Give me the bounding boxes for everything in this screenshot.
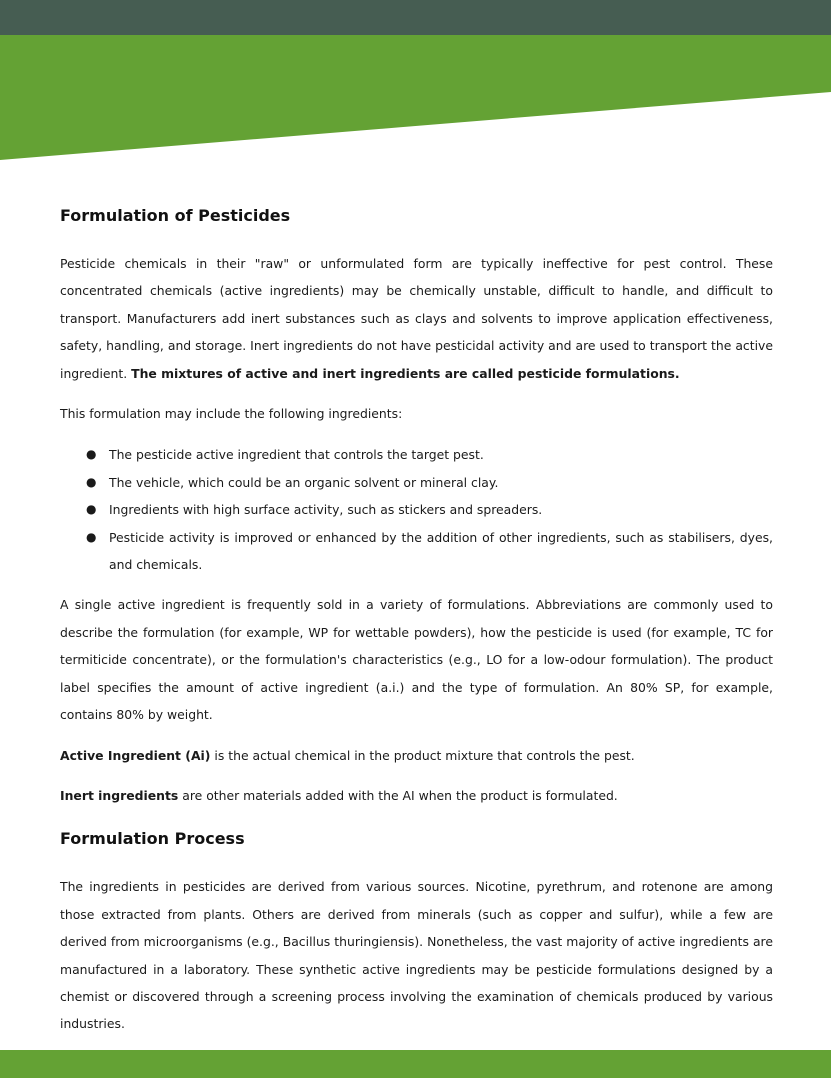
bullet-icon: ● <box>86 529 97 544</box>
ingredient-list <box>60 441 773 578</box>
paragraph-formulations: A single active ingredient is frequently sold in a variety of formulations. Abbreviations are commonly used to describe the formulation (for example, WP for wettable powders), how the pesticide is used (for example, TC for termiticide concentrate), or the formulation's characteristics (e.g., LO for a low-odour formulation). The product label specifies the amount of active ingredient (a.i.) and the type of formulation. An 80% SP, for example, contains 80% by weight. <box>60 597 773 723</box>
definition-term: Active Ingredient (Ai) <box>60 747 211 763</box>
list-item <box>86 524 773 579</box>
list-intro: This formulation may include the following ingredients: <box>60 406 403 422</box>
header-green-band <box>0 34 831 160</box>
heading-formulation-of-pesticides: Formulation of Pesticides <box>60 206 291 225</box>
paragraph-formulation-process: The ingredients in pesticides are derived from various sources. Nicotine, pyrethrum, and rotenone are among those extracted from plants. Others are derived from minerals (such as copper and sulfur), while a few are derived from microorganisms (e.g., Bacillus thuringiensis). Nonetheless, the vast majority of active ingredients are manufactured in a laboratory. These synthetic active ingredients may be pesticide formulations designed by a chemist or discovered through a screening process involving the examination of chemicals produced by various industries. <box>60 879 773 1032</box>
definition-term: Inert ingredients <box>60 787 179 803</box>
definition-text: is the actual chemical in the product mixture that controls the pest. <box>210 747 635 763</box>
definition-active-ingredient <box>60 742 773 769</box>
document-body <box>60 204 773 1051</box>
bullet-icon: ● <box>86 474 97 489</box>
definition-text: are other materials added with the AI when the product is formulated. <box>178 787 618 803</box>
heading-formulation-process: Formulation Process <box>60 829 245 849</box>
header-dark-band <box>0 0 831 35</box>
list-item-text: Ingredients with high surface activity, such as stickers and spreaders. <box>109 502 543 518</box>
list-item <box>86 496 773 523</box>
bullet-icon: ● <box>86 502 97 517</box>
list-item <box>86 469 773 496</box>
list-item-text: The vehicle, which could be an organic solvent or mineral clay. <box>109 474 499 490</box>
paragraph-intro <box>60 250 773 387</box>
paragraph-intro-bold: The mixtures of active and inert ingredients are called pesticide formulations. <box>131 365 680 381</box>
definition-inert-ingredients <box>60 782 773 809</box>
bullet-icon: ● <box>86 447 97 462</box>
list-item-text: Pesticide activity is improved or enhanced by the addition of other ingredients, such as stabilisers, dyes, and chemicals. <box>109 529 773 573</box>
header-banner <box>0 0 831 170</box>
list-item-text: The pesticide active ingredient that controls the target pest. <box>109 447 484 463</box>
list-item <box>86 441 773 468</box>
footer-bar <box>0 1050 831 1078</box>
paragraph-intro-text: Pesticide chemicals in their "raw" or unformulated form are typically ineffective for pest control. These concentrated chemicals (active ingredients) may be chemically unstable, difficult to handle, and difficult to transport. Manufacturers add inert substances such as clays and solvents to improve application effectiveness, safety, handling, and storage. Inert ingredients do not have pesticidal activity and are used to transport the active ingredient. <box>60 256 773 381</box>
